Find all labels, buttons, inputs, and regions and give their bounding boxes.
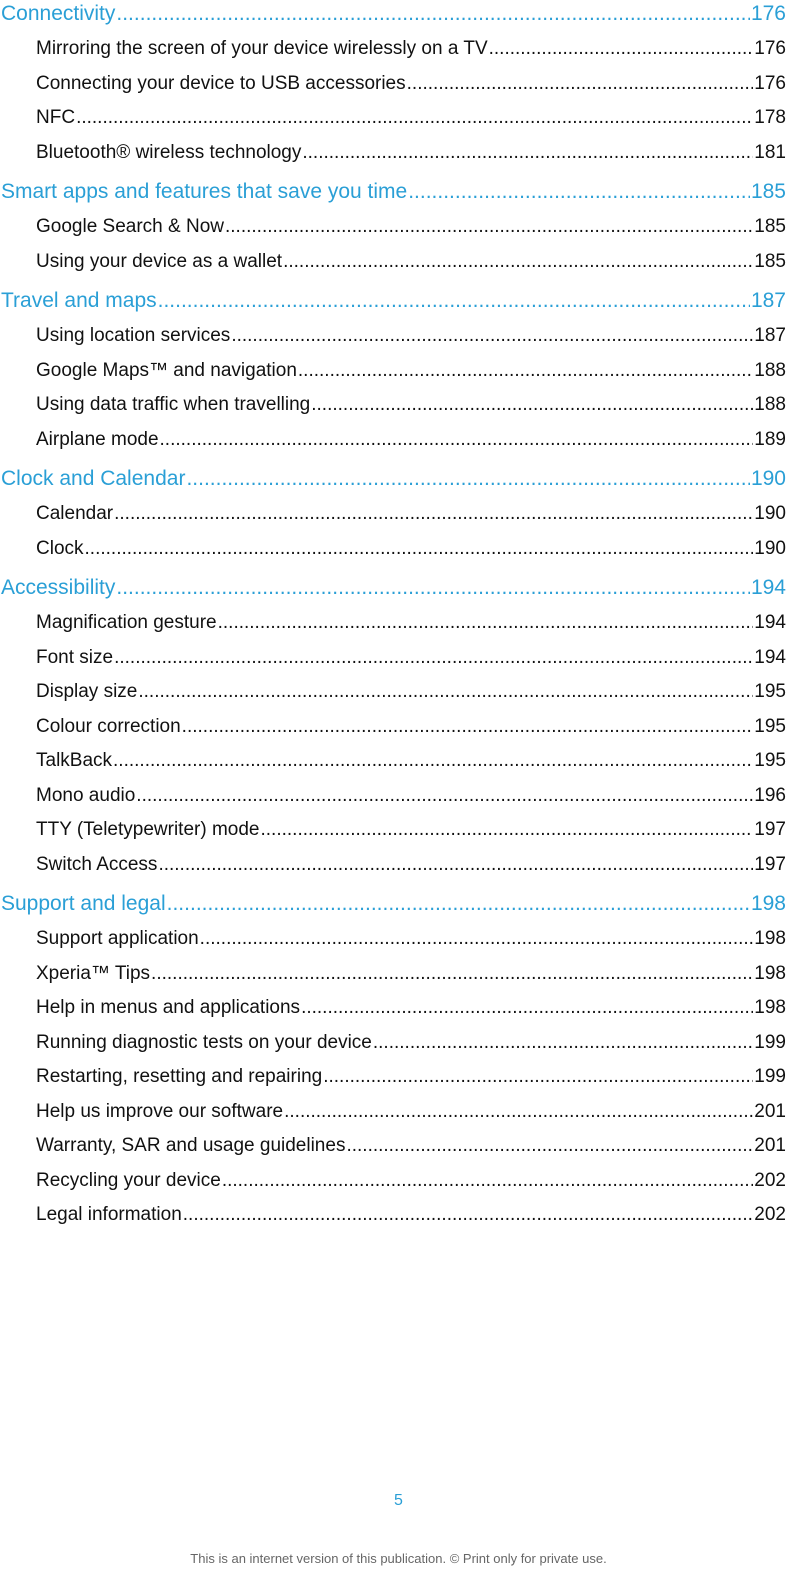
dot-leader [158, 848, 753, 883]
toc-entry-title: Calendar [36, 503, 114, 524]
toc-entry-link[interactable] [0, 991, 786, 1026]
toc-entry-page: 199 [754, 1066, 786, 1087]
toc-entry-title: Help in menus and applications [36, 997, 301, 1018]
toc-section-title: Travel and maps [1, 289, 157, 312]
toc-section-title: Clock and Calendar [1, 467, 186, 490]
toc-entry-page: 198 [754, 997, 786, 1018]
toc-entry-link[interactable] [0, 101, 786, 136]
toc-entry-title: Warranty, SAR and usage guidelines [36, 1135, 346, 1156]
toc-entry-link[interactable] [0, 67, 786, 102]
toc-entry-title: Google Maps™ and navigation [36, 359, 297, 381]
toc-entry-title: Recycling your device [36, 1169, 221, 1191]
toc-entry-link[interactable] [0, 606, 786, 641]
toc-entry-link[interactable] [0, 32, 786, 67]
toc-entry-link[interactable] [0, 1198, 786, 1233]
dot-leader [373, 1026, 753, 1061]
dot-leader [284, 1095, 753, 1130]
toc-section-title: Smart apps and features that save you time [1, 180, 408, 203]
dot-leader [116, 0, 750, 28]
toc-entry-title: Switch Access [36, 853, 158, 875]
toc-entry-link[interactable] [0, 245, 786, 280]
toc-section-link[interactable] [0, 0, 786, 32]
dot-leader [114, 641, 753, 676]
toc-entry-title: TalkBack [36, 750, 113, 771]
toc-section-page: 198 [750, 892, 786, 915]
dot-leader [116, 570, 750, 606]
toc-entry-title: Support application [36, 928, 199, 949]
toc-entry-link[interactable] [0, 136, 786, 171]
toc-entry-page: 197 [754, 853, 786, 875]
toc-entry-link[interactable] [0, 423, 786, 458]
toc-section-page: 185 [750, 180, 786, 203]
toc-entry-title: Magnification gesture [36, 612, 217, 633]
dot-leader [218, 606, 754, 641]
toc-section-title: Accessibility [1, 576, 116, 599]
toc-entry-link[interactable] [0, 922, 786, 957]
toc-entry-link[interactable] [0, 388, 786, 423]
toc-entry-page: 176 [754, 38, 786, 59]
dot-leader [158, 283, 750, 319]
toc-section-page: 194 [750, 576, 786, 599]
footer-note: This is an internet version of this publication. © Print only for private use. [190, 1551, 607, 1566]
toc-entry-page: 190 [754, 503, 786, 524]
toc-entry-title: Airplane mode [36, 428, 159, 450]
toc-entry-link[interactable] [0, 532, 786, 567]
dot-leader [231, 319, 753, 354]
dot-leader [151, 957, 753, 992]
toc-entry-page: 198 [754, 928, 786, 949]
toc-section-page: 190 [750, 467, 786, 490]
dot-leader [489, 32, 754, 67]
dot-leader [114, 497, 753, 532]
toc-entry-page: 197 [754, 819, 786, 840]
dot-leader [167, 886, 750, 922]
dot-leader [301, 991, 753, 1026]
toc-entry-page: 185 [754, 250, 786, 272]
toc-entry-link[interactable] [0, 744, 786, 779]
toc-entry-title: Using location services [36, 325, 231, 346]
toc-entry-title: Bluetooth® wireless technology [36, 141, 302, 163]
dot-leader [311, 388, 753, 423]
dot-leader [85, 532, 754, 567]
toc-entry-page: 188 [754, 359, 786, 381]
dot-leader [183, 1198, 754, 1233]
toc-entry-page: 198 [754, 962, 786, 984]
toc-entry-title: Clock [36, 537, 84, 559]
toc-entry-link[interactable] [0, 779, 786, 814]
toc-section-page: 176 [750, 2, 786, 25]
toc-entry-page: 194 [754, 646, 786, 668]
toc-section-page: 187 [750, 289, 786, 312]
dot-leader [138, 675, 753, 710]
toc-section-link[interactable] [0, 570, 786, 606]
dot-leader [323, 1060, 753, 1095]
toc-entry-title: NFC [36, 107, 76, 128]
toc-entry-title: Restarting, resetting and repairing [36, 1066, 323, 1087]
toc-entry-page: 178 [754, 107, 786, 128]
toc-entry-title: Help us improve our software [36, 1100, 284, 1122]
toc-entry-link[interactable] [0, 354, 786, 389]
toc-entry-page: 176 [754, 72, 786, 94]
toc-entry-title: Using data traffic when travelling [36, 394, 311, 415]
toc-entry-page: 181 [754, 141, 786, 163]
toc-entry-link[interactable] [0, 319, 786, 354]
toc-entry-link[interactable] [0, 675, 786, 710]
dot-leader [136, 779, 753, 814]
toc-entry-link[interactable] [0, 710, 786, 745]
toc-entry-page: 189 [754, 428, 786, 450]
toc-entry-title: Google Search & Now [36, 216, 224, 237]
toc-section-link[interactable] [0, 886, 786, 922]
dot-leader [76, 101, 753, 136]
toc-entry-link[interactable] [0, 210, 786, 245]
toc-entry-page: 188 [754, 394, 786, 415]
toc-section-link[interactable] [0, 174, 786, 210]
toc-entry-title: Colour correction [36, 715, 181, 737]
toc-entry-title: Font size [36, 646, 114, 668]
toc-entry-link[interactable] [0, 1164, 786, 1199]
toc-entry-page: 196 [754, 784, 786, 806]
dot-leader [261, 813, 754, 848]
toc-entry-link[interactable] [0, 1060, 786, 1095]
dot-leader [200, 922, 754, 957]
dot-leader [407, 67, 754, 102]
toc-section-title: Connectivity [1, 2, 116, 25]
dot-leader [283, 245, 753, 280]
toc-section-link[interactable] [0, 283, 786, 319]
toc-entry-link[interactable] [0, 848, 786, 883]
toc-entry-page: 190 [754, 537, 786, 559]
dot-leader [186, 461, 750, 497]
toc-entry-page: 201 [754, 1135, 786, 1156]
dot-leader [182, 710, 754, 745]
dot-leader [298, 354, 753, 389]
toc-entry-link[interactable] [0, 1095, 786, 1130]
toc-entry-page: 201 [754, 1100, 786, 1122]
dot-leader [113, 744, 753, 779]
toc-entry-page: 194 [754, 612, 786, 633]
toc-entry-page: 195 [754, 750, 786, 771]
dot-leader [302, 136, 753, 171]
toc-entry-page: 185 [754, 216, 786, 237]
toc-entry-title: Display size [36, 681, 138, 702]
toc-entry-link[interactable] [0, 1026, 786, 1061]
toc-entry-link[interactable] [0, 957, 786, 992]
toc-entry-link[interactable] [0, 497, 786, 532]
dot-leader [408, 174, 750, 210]
toc-entry-title: Running diagnostic tests on your device [36, 1031, 372, 1053]
toc-entry-title: Xperia™ Tips [36, 962, 151, 984]
toc-entry-page: 202 [754, 1204, 786, 1225]
toc-entry-title: Using your device as a wallet [36, 250, 283, 272]
page-number: 5 [394, 1492, 403, 1509]
toc-entry-page: 199 [754, 1031, 786, 1053]
toc-entry-title: Mono audio [36, 784, 136, 806]
dot-leader [160, 423, 754, 458]
dot-leader [346, 1129, 753, 1164]
toc-entry-page: 202 [754, 1169, 786, 1191]
toc-entry-link[interactable] [0, 1129, 786, 1164]
dot-leader [222, 1164, 753, 1199]
toc-entry-title: Legal information [36, 1204, 182, 1225]
toc-entry-title: Connecting your device to USB accessories [36, 72, 406, 94]
toc-section-title: Support and legal [1, 892, 166, 915]
toc-entry-link[interactable] [0, 813, 786, 848]
toc-entry-title: TTY (Teletypewriter) mode [36, 819, 260, 840]
toc-entry-page: 195 [754, 715, 786, 737]
toc-entry-page: 187 [754, 325, 786, 346]
toc-entry-title: Mirroring the screen of your device wirelessly on a TV [36, 38, 488, 59]
toc-section-link[interactable] [0, 461, 786, 497]
toc-entry-page: 195 [754, 681, 786, 702]
toc-entry-link[interactable] [0, 641, 786, 676]
dot-leader [225, 210, 753, 245]
